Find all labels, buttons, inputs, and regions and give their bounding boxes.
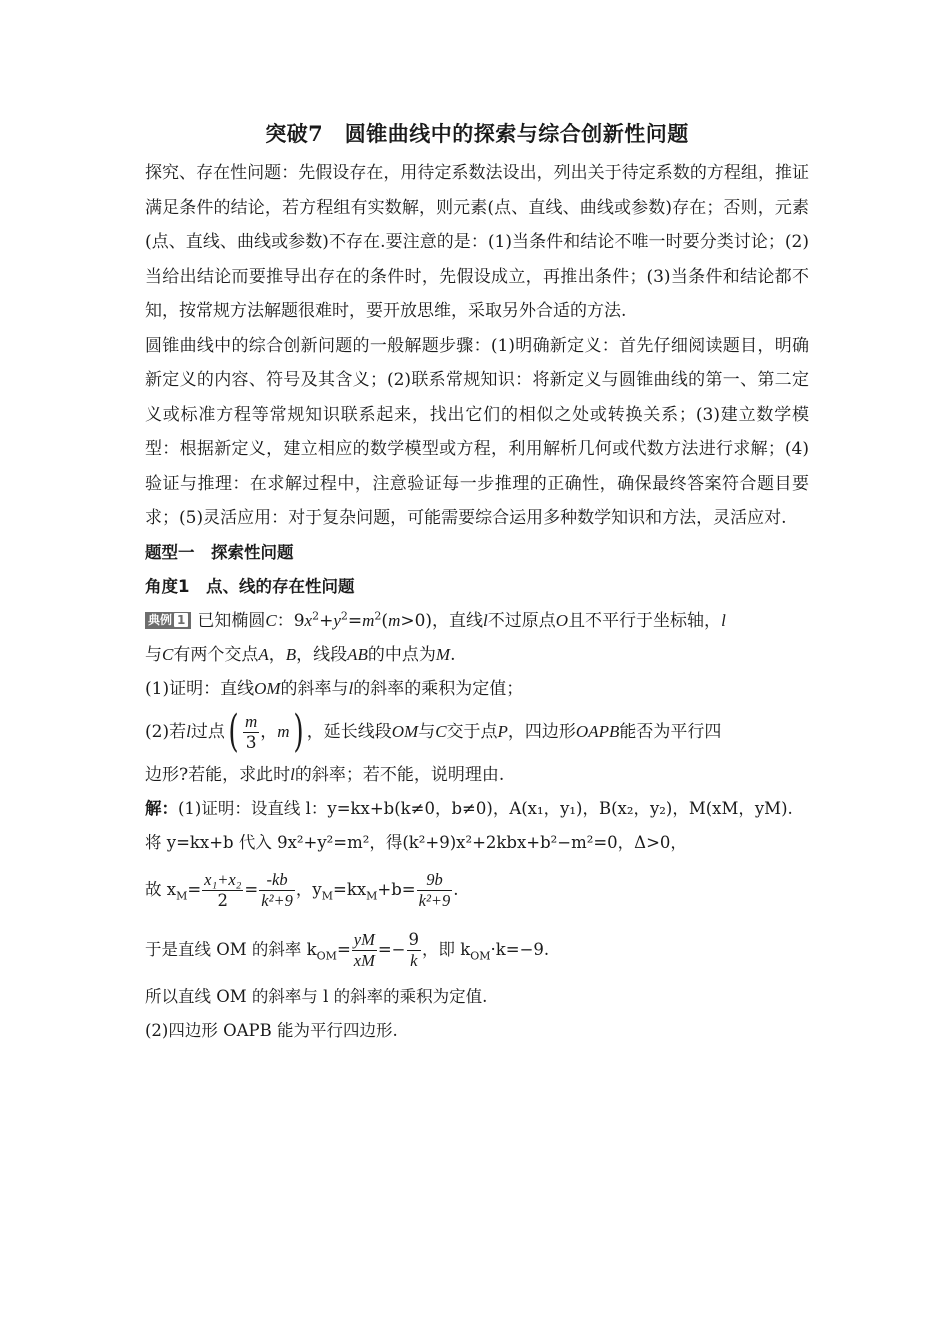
question-2-line-2: 边形?若能，求此时l的斜率；若不能，说明理由. [145, 765, 505, 785]
solution-line-2: 将 y=kx+b 代入 9x²+y²=m²，得(k²+9)x²+2kbx+b²−m²=0，Δ>0， [145, 833, 687, 852]
solution-line-3: 故 $x_M=$ $\frac{\text{x₁+x₂}}{2}$ = $\frac{-kb}{\text{k²+9}}$ ，$y_M=kx_M+b=$ $\frac{9b}{\text{k²+9}}$ . [145, 870, 459, 910]
point-coordinate: ( $\frac{m}{3}$ ， m ) [228, 706, 304, 757]
question-1: (1)证明：直线OM的斜率与l的斜率的乘积为定值； [145, 678, 524, 699]
solution-line-6: (2)四边形 OAPB 能为平行四边形. [145, 1021, 398, 1040]
question-2-line-1: (2)若l过点 ( $\frac{m}{3}$ ， m ) ，延长线段OM与C交于点P，四边形OAPB能否为平行四 [145, 706, 722, 757]
document-page [145, 118, 809, 1048]
subsection-heading-angle1: 角度1 点、线的存在性问题 [145, 576, 355, 596]
solution-line-1: 解：(1)证明：设直线 l：y=kx+b(k≠0，b≠0)，A(x₁，y₁)，B(x₂，y₂)，M(xM，yM). [145, 799, 793, 818]
section-heading-type1: 题型一 探索性问题 [145, 542, 294, 562]
intro-paragraph-2: 圆锥曲线中的综合创新问题的一般解题步骤：(1)明确新定义：首先仔细阅读题目，明确新定义的内容、符号及其含义；(2)联系常规知识：将新定义与圆锥曲线的第一、第二定义或标准方程等常规知识联系起来，找出它们的相似之处或转换关系；(3)建立数学模型：根据新定义，建立相应的数学模型或方程，利用解析几何或代数方法进行求解；(4)验证与推理：在求解过程中，注意验证每一步推理的正确性，确保最终答案符合题目要求；(5)灵活应用：对于复杂问题，可能需要综合运用多种数学知识和方法，灵活应对. [145, 335, 809, 528]
intro-paragraph-1: 探究、存在性问题：先假设存在，用待定系数法设出，列出关于待定系数的方程组，推证满足条件的结论，若方程组有实数解，则元素(点、直线、曲线或参数)存在；否则，元素(点、直线、曲线或参数)不存在.要注意的是：(1)当条件和结论不唯一时要分类讨论；(2)当给出结论而要推导出存在的条件时，先假设成立，再推出条件；(3)当条件和结论都不知，按常规方法解题很难时，要开放思维，采取另外合适的方法. [145, 163, 809, 321]
page-title: 突破7 圆锥曲线中的探索与综合创新性问题 [265, 121, 689, 146]
solution-label: 解： [145, 799, 178, 818]
example-badge: 典例 1 [145, 612, 191, 629]
solution-line-4: 于是直线 OM 的斜率 $k_{OM}=$ $\frac{yM}{xM}$ =− $\frac{9}{k}$ ，即 $k_{OM}\cdot k=-9$. [145, 930, 550, 970]
solution-line-5: 所以直线 OM 的斜率与 l 的斜率的乘积为定值. [145, 987, 488, 1006]
example-line-2: 与C有两个交点A，B，线段AB的中点为M. [145, 644, 456, 665]
example-line-1: 典例 1 已知椭圆C：$9x^2+y^2=m^2(m>0)$，直线l不过原点O且不平行于坐标轴，l [145, 604, 809, 638]
